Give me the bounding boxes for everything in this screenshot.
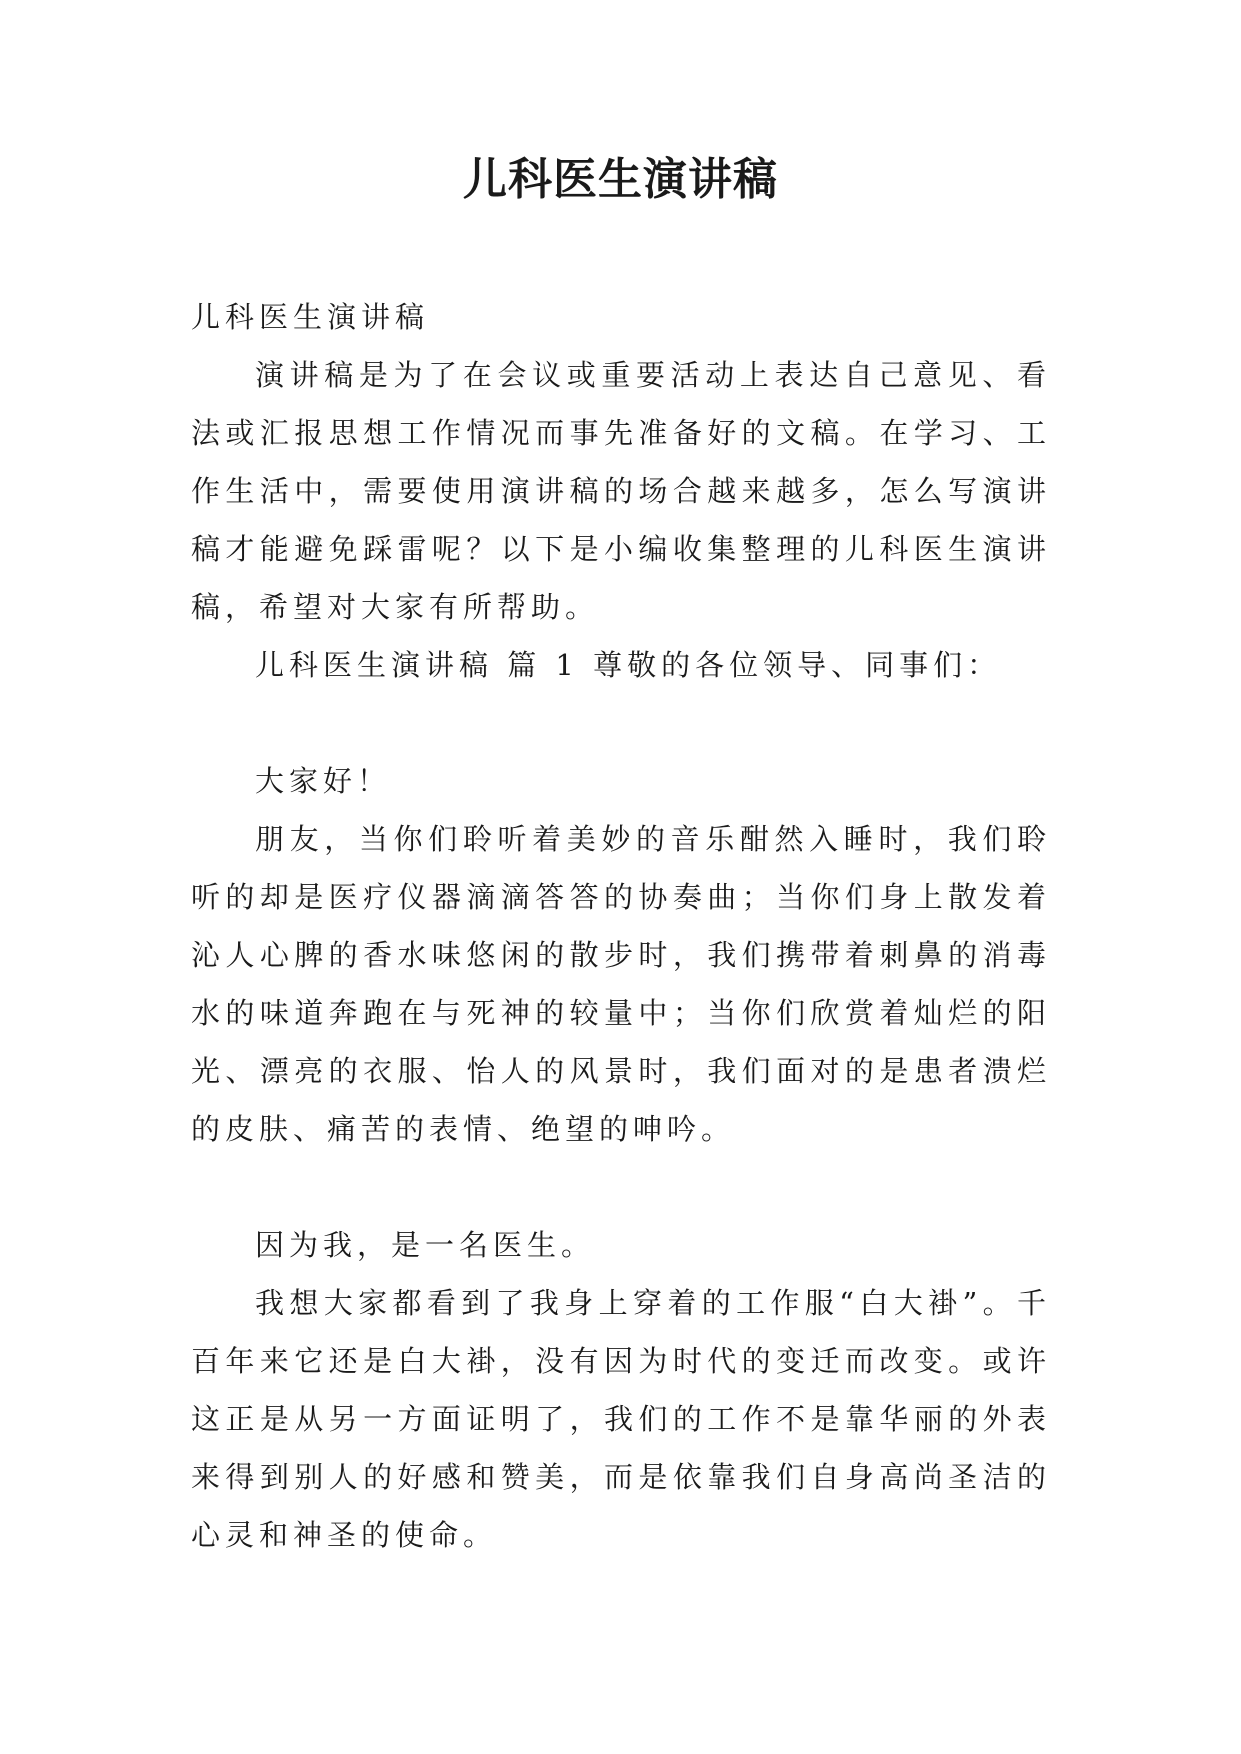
- intro-paragraph: 演讲稿是为了在会议或重要活动上表达自己意见、看法或汇报思想工作情况而事先准备好的文稿。在学习、工作生活中，需要使用演讲稿的场合越来越多，怎么写演讲稿才能避免踩雷呢？以下是小编收集整理的儿科医生演讲稿，希望对大家有所帮助。: [191, 358, 1051, 624]
- body-paragraph: 朋友，当你们聆听着美妙的音乐酣然入睡时，我们聆听的却是医疗仪器滴滴答答的协奏曲；当你们身上散发着沁人心脾的香水味悠闲的散步时，我们携带着刺鼻的消毒水的味道奔跑在与死神的较量中；当你们欣赏着灿烂的阳光、漂亮的衣服、怡人的风景时，我们面对的是患者溃烂的皮肤、痛苦的表情、绝望的呻吟。: [191, 822, 1051, 1146]
- subtitle-paragraph: 儿科医生演讲稿: [191, 300, 430, 334]
- document-body: [191, 288, 1051, 1564]
- greeting-paragraph: 大家好！: [255, 764, 392, 798]
- body-paragraph: 因为我，是一名医生。: [255, 1228, 596, 1262]
- section-heading-paragraph: 儿科医生演讲稿 篇 1 尊敬的各位领导、同事们：: [255, 648, 1002, 682]
- body-paragraph: 我想大家都看到了我身上穿着的工作服“白大褂”。千百年来它还是白大褂，没有因为时代的变迁而改变。或许这正是从另一方面证明了，我们的工作不是靠华丽的外表来得到别人的好感和赞美，而是依靠我们自身高尚圣洁的心灵和神圣的使命。: [191, 1286, 1051, 1552]
- paragraph-spacer: [191, 1158, 1051, 1216]
- document-title: 儿科医生演讲稿: [463, 154, 778, 205]
- paragraph-spacer: [191, 694, 1051, 752]
